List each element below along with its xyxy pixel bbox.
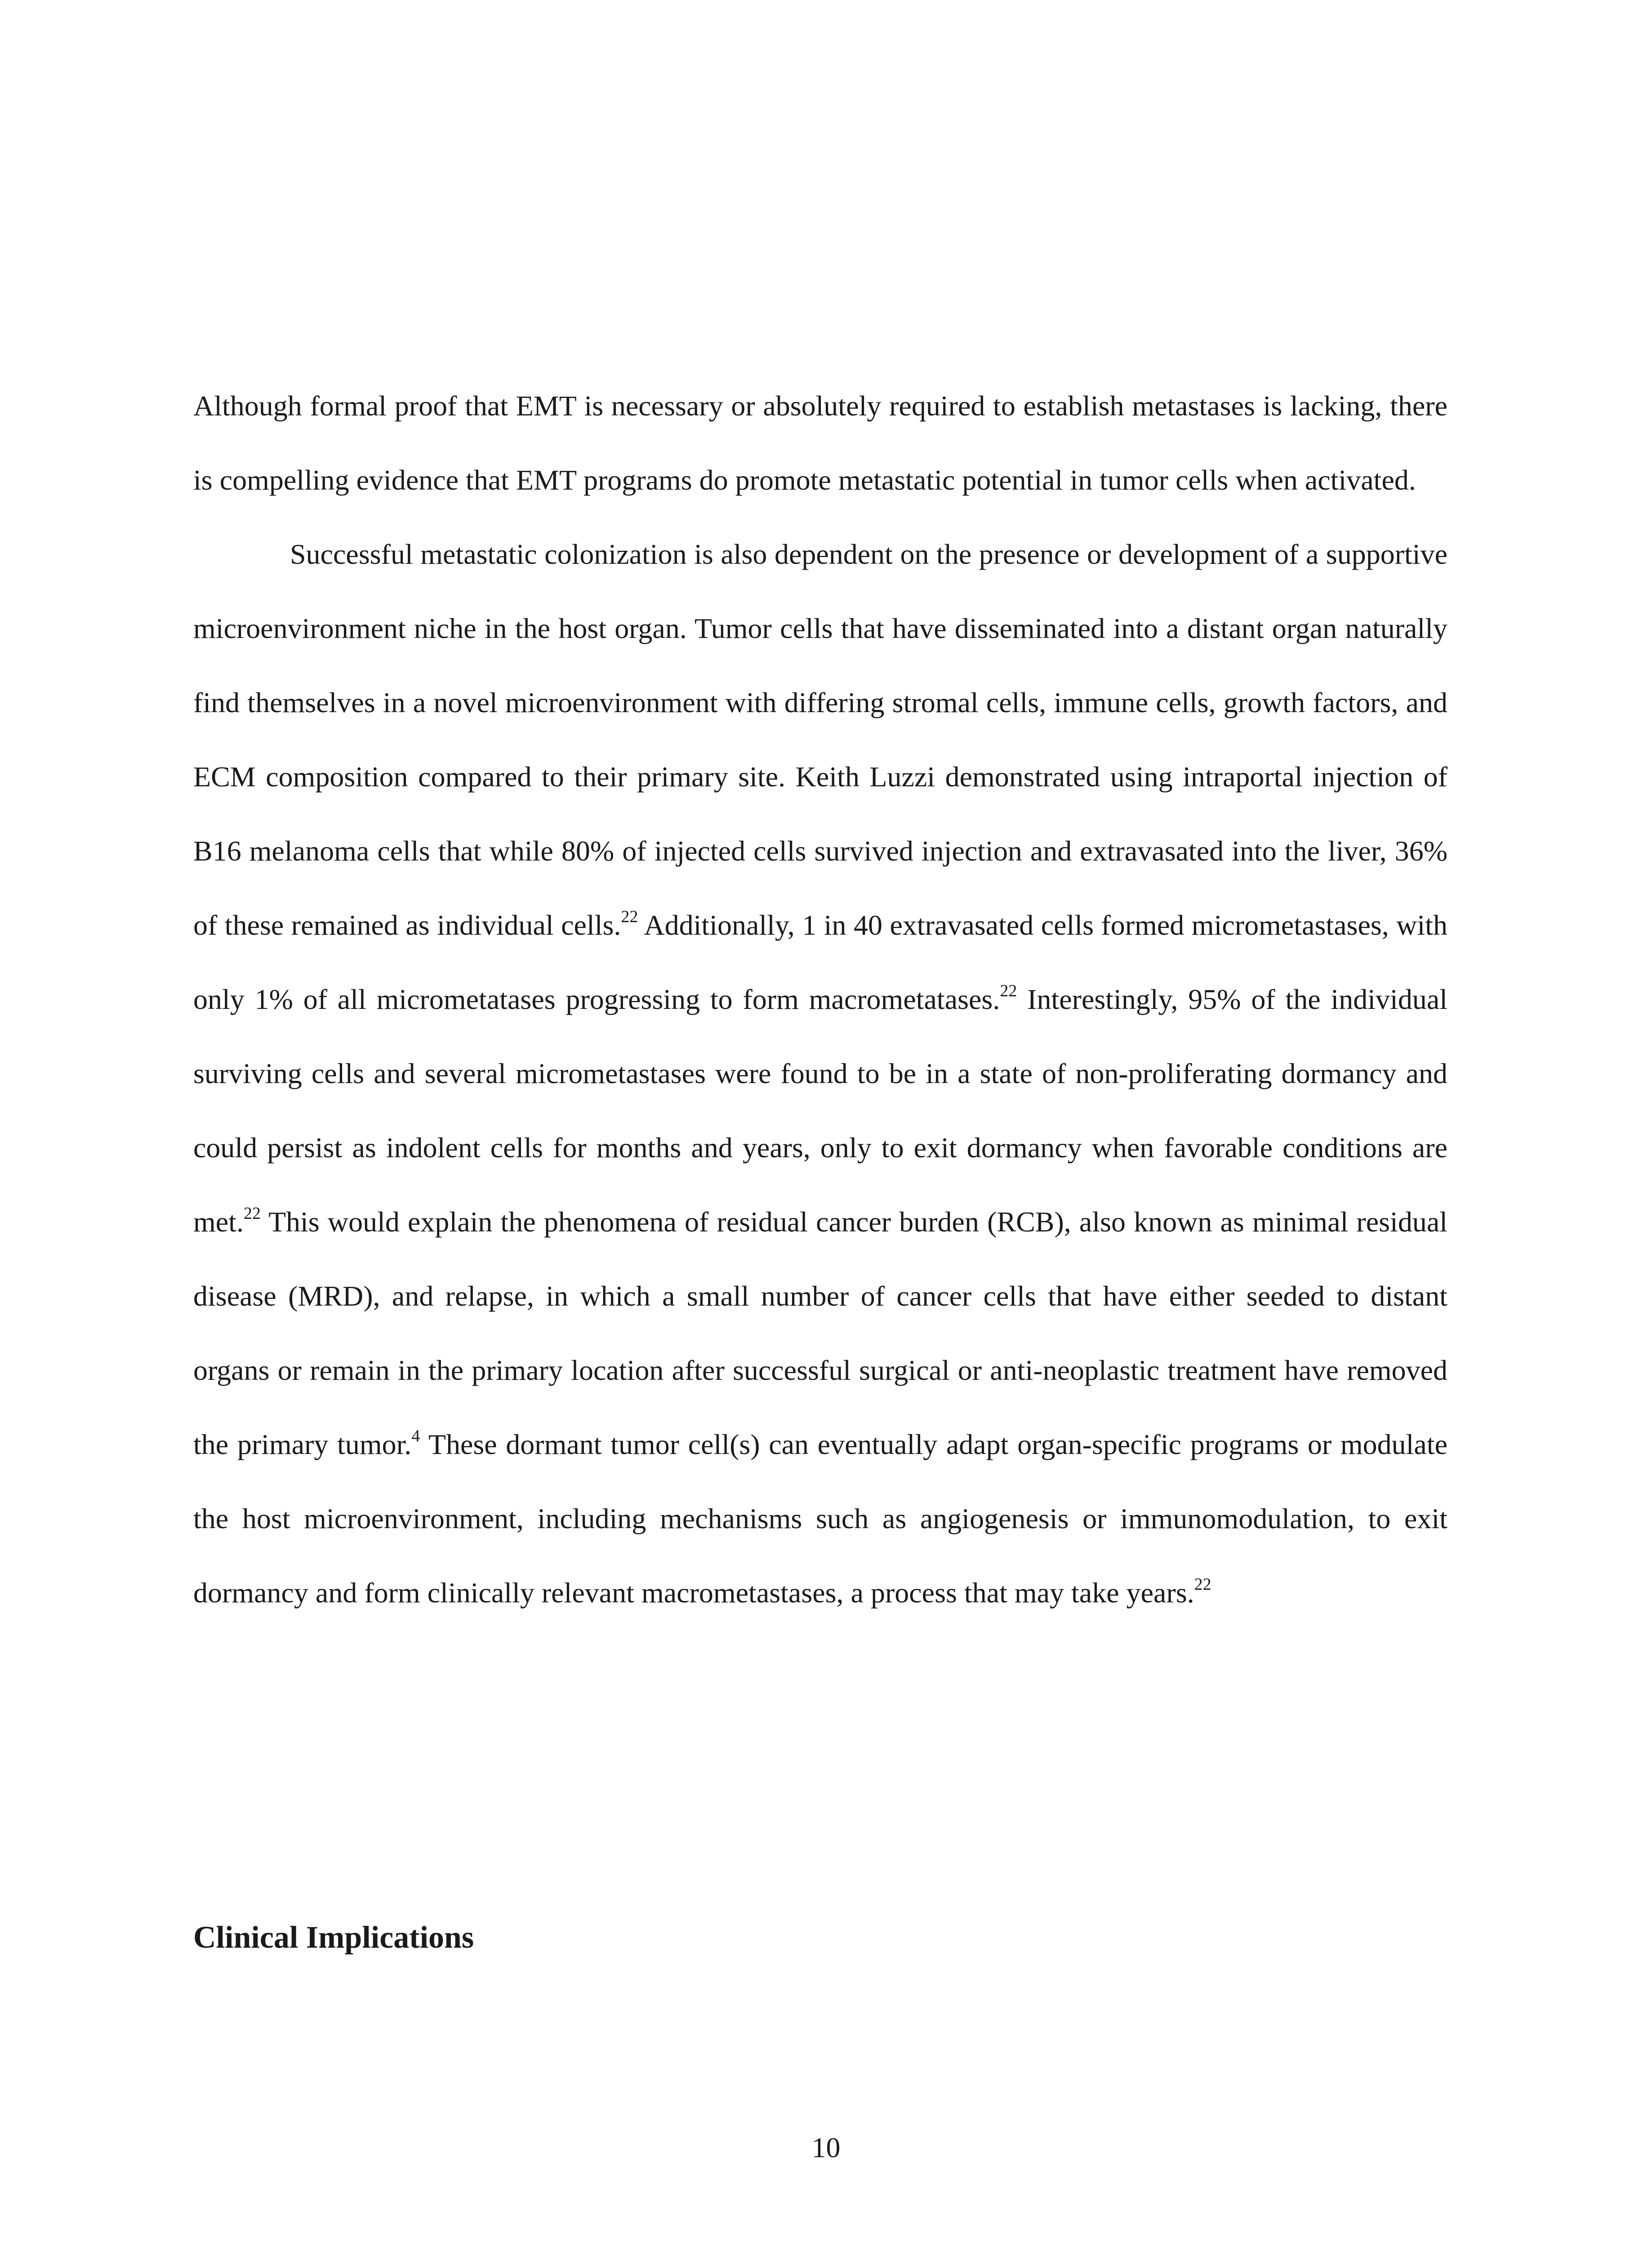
paragraph-2 [193,517,1447,1630]
paragraph-2-sentence-3: Interestingly, 95% of the individual surviving cells and several micrometastases were found to be in a state of non-proliferating dormancy and could persist as indolent cells for months and years, only to exit dormancy when favorable conditions are met. [193,983,1448,1238]
paragraph-1 [193,369,1447,517]
paragraph-2-sentence-5: These dormant tumor cell(s) can eventually adapt organ-specific programs or modulate the host microenvironment, including mechanisms such as angiogenesis or immunomodulation, to exit dormancy and form clinically relevant macrometastases, a process that may take years. [193,1428,1447,1609]
page-number: 10 [811,2132,841,2163]
body-text [193,369,1447,1630]
citation-superscript: 22 [1000,981,1017,1000]
citation-superscript: 22 [621,907,638,926]
paragraph-1-text: Although formal proof that EMT is necessary or absolutely required to establish metastases is lacking, there is compelling evidence that EMT programs do promote metastatic potential in tumor cells when activated. [193,390,1447,496]
citation-superscript: 22 [1194,1574,1211,1594]
citation-superscript: 4 [411,1426,420,1445]
section-heading: Clinical Implications [193,1920,474,1955]
paragraph-2-sentence-2: Additionally, 1 in 40 extravasated cells formed micrometastases, with only 1% of all micrometatases progressing to form macrometatases. [193,909,1448,1015]
paragraph-2-sentence-1: Successful metastatic colonization is also dependent on the presence or development of a supportive microenvironment niche in the host organ. Tumor cells that have disseminated into a distant organ naturally find themselves in a novel microenvironment with differing stromal cells, immune cells, growth factors, and ECM composition compared to their primary site. Keith Luzzi demonstrated using intraportal injection of B16 melanoma cells that while 80% of injected cells survived injection and extravasated into the liver, 36% of these remained as individual cells. [193,538,1447,941]
paragraph-2-sentence-4: This would explain the phenomena of residual cancer burden (RCB), also known as minimal residual disease (MRD), and relapse, in which a small number of cancer cells that have either seeded to distant organs or remain in the primary location after successful surgical or anti-neoplastic treatment have removed the primary tumor. [193,1206,1448,1460]
citation-superscript: 22 [243,1204,261,1223]
